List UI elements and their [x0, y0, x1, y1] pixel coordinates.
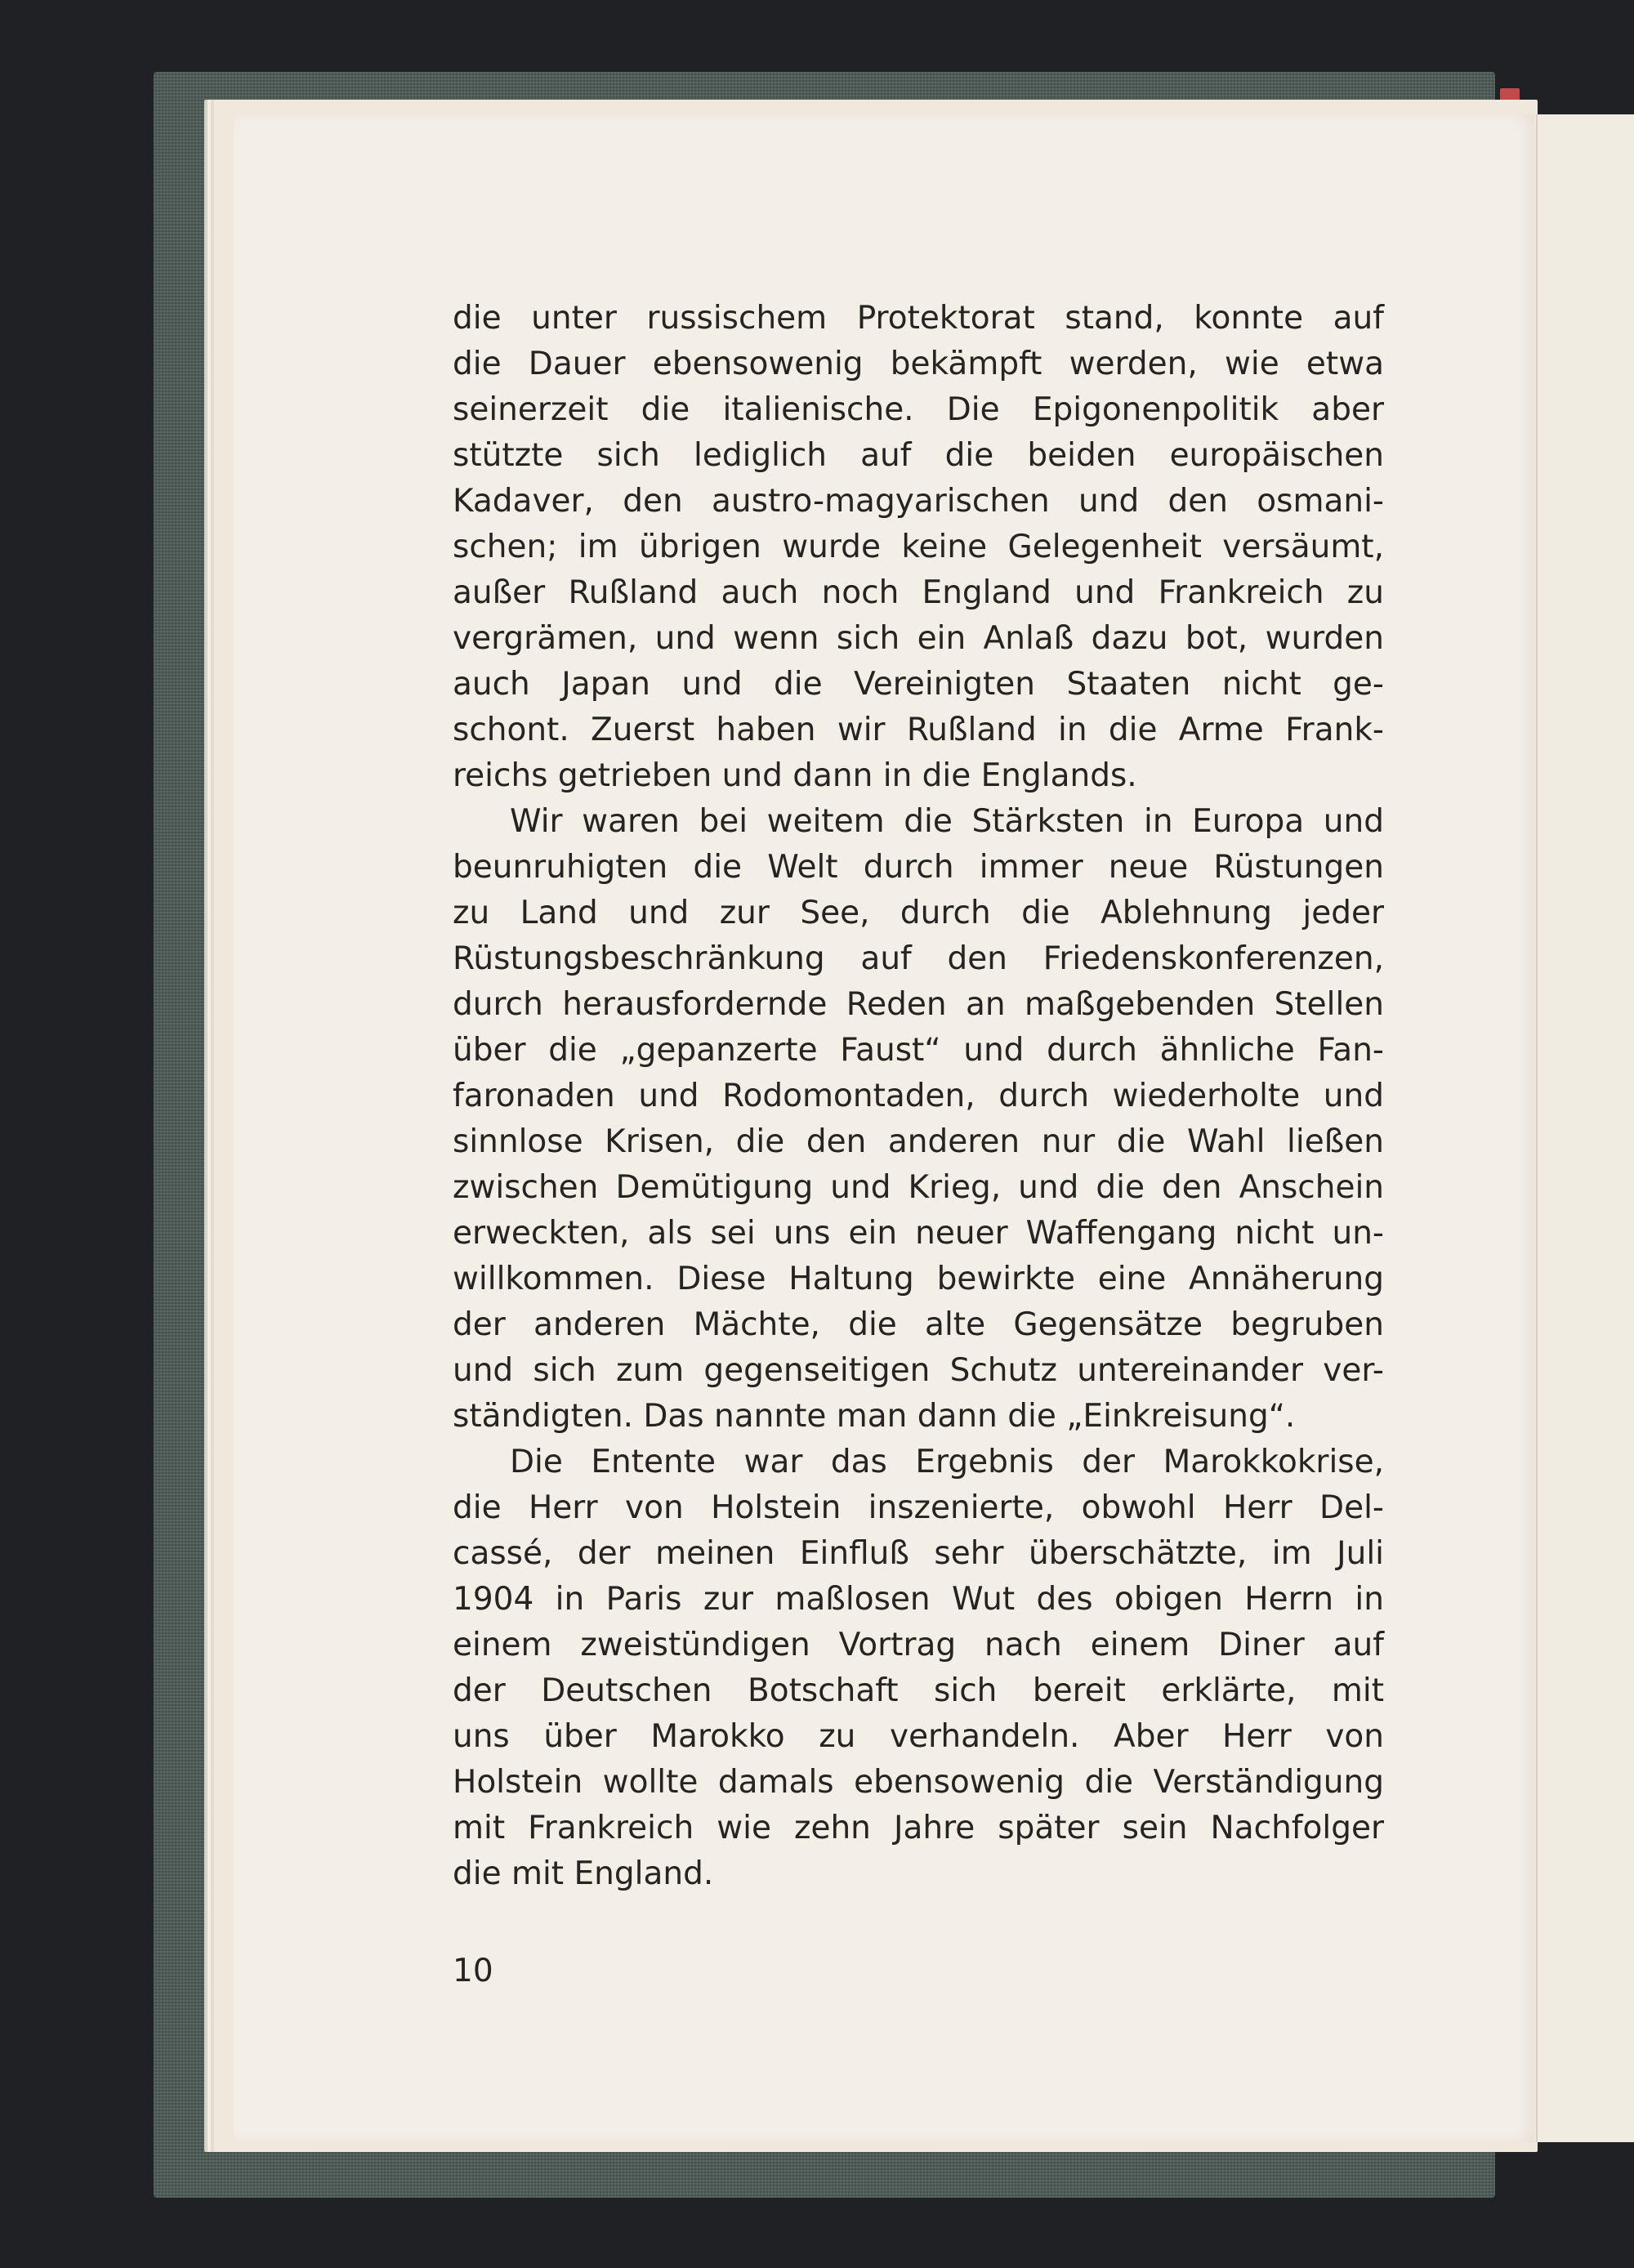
paragraph-start-line: Die Entente war das Ergebnis der Marokkokrise, [510, 1444, 1384, 1480]
text-line: uns über Marokko zu verhandeln. Aber Herr von [453, 1718, 1384, 1755]
facing-page-edge [1536, 114, 1634, 2142]
paragraph-end-line: die mit England. [453, 1855, 714, 1892]
text-line: 1904 in Paris zur maßlosen Wut des obigen Herrn in [453, 1581, 1384, 1618]
text-line: willkommen. Diese Haltung bewirkte eine Annäherung [453, 1261, 1384, 1297]
text-line: der Deutschen Botschaft sich bereit erklärte, mit [453, 1672, 1384, 1709]
page-number: 10 [453, 1953, 493, 1989]
text-line: cassé, der meinen Einfluß sehr überschätzte, im Juli [453, 1535, 1384, 1572]
text-line: erweckten, als sei uns ein neuer Waffengang nicht un- [453, 1215, 1384, 1252]
text-line: zu Land und zur See, durch die Ablehnung jeder [453, 895, 1384, 931]
text-line: durch herausfordernde Reden an maßgebenden Stellen [453, 986, 1384, 1023]
text-line: die unter russischem Protektorat stand, konnte auf [453, 300, 1384, 337]
text-line: seinerzeit die italienische. Die Epigonenpolitik aber [453, 391, 1384, 428]
text-line: sinnlose Krisen, die den anderen nur die Wahl ließen [453, 1123, 1384, 1160]
paragraph-end-line: ständigten. Das nannte man dann die „Einkreisung“. [453, 1398, 1296, 1435]
text-line: über die „gepanzerte Faust“ und durch ähnliche Fan- [453, 1032, 1384, 1069]
text-line: der anderen Mächte, die alte Gegensätze begruben [453, 1306, 1384, 1343]
text-line: außer Rußland auch noch England und Frankreich zu [453, 574, 1384, 611]
text-line: schont. Zuerst haben wir Rußland in die Arme Frank- [453, 712, 1384, 748]
text-line: Kadaver, den austro-magyarischen und den osmani- [453, 483, 1384, 520]
text-line: Holstein wollte damals ebensowenig die Verständigung [453, 1764, 1384, 1801]
text-line: vergrämen, und wenn sich ein Anlaß dazu bot, wurden [453, 620, 1384, 657]
text-line: auch Japan und die Vereinigten Staaten nicht ge- [453, 666, 1384, 703]
paragraph-start-line: Wir waren bei weitem die Stärksten in Europa und [510, 803, 1384, 840]
paragraph-end-line: reichs getrieben und dann in die Englands. [453, 757, 1137, 794]
text-line: faronaden und Rodomontaden, durch wiederholte und [453, 1078, 1384, 1114]
text-line: einem zweistündigen Vortrag nach einem Diner auf [453, 1627, 1384, 1663]
text-line: und sich zum gegenseitigen Schutz untereinander ver- [453, 1352, 1384, 1389]
text-line: die Dauer ebensowenig bekämpft werden, wie etwa [453, 346, 1384, 382]
text-line: stützte sich lediglich auf die beiden europäischen [453, 437, 1384, 474]
text-line: beunruhigten die Welt durch immer neue Rüstungen [453, 849, 1384, 886]
body-text [453, 296, 1384, 1897]
text-line: schen; im übrigen wurde keine Gelegenheit versäumt, [453, 529, 1384, 565]
text-line: die Herr von Holstein inszenierte, obwohl Herr Del- [453, 1489, 1384, 1526]
text-line: zwischen Demütigung und Krieg, und die den Anschein [453, 1169, 1384, 1206]
text-line: mit Frankreich wie zehn Jahre später sein Nachfolger [453, 1810, 1384, 1846]
text-line: Rüstungsbeschränkung auf den Friedenskonferenzen, [453, 940, 1384, 977]
